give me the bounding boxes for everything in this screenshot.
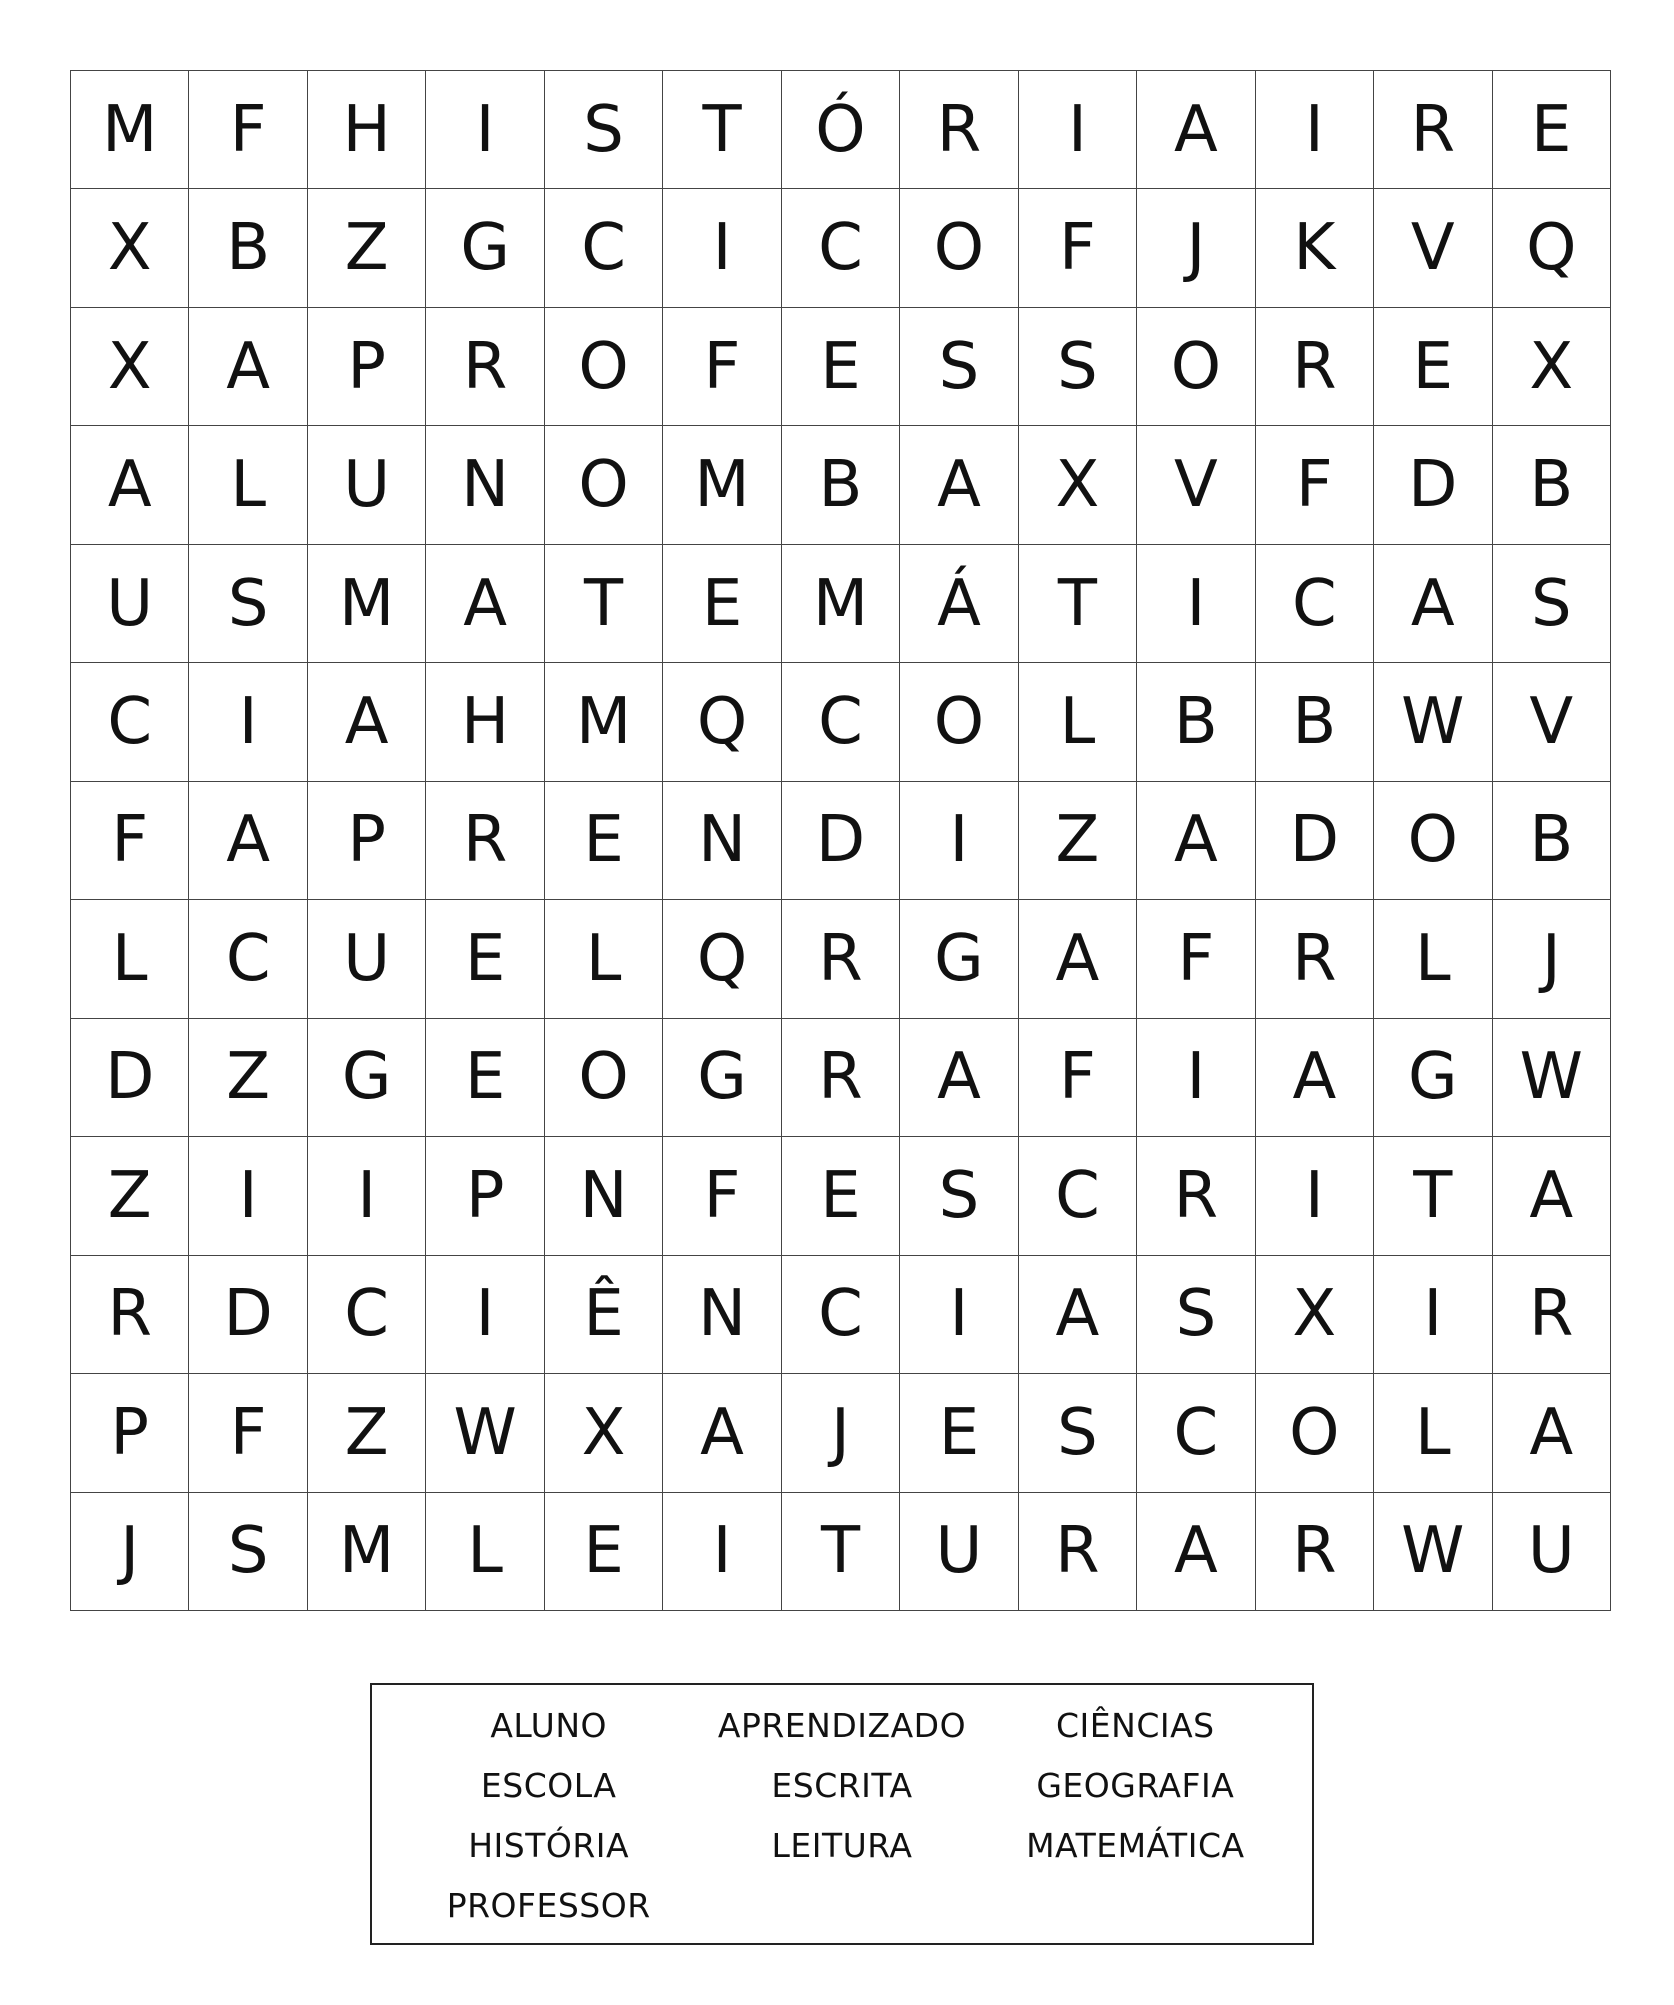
grid-cell[interactable]: O — [545, 1019, 663, 1137]
grid-cell[interactable]: D — [782, 782, 900, 900]
grid-cell[interactable]: P — [71, 1374, 189, 1492]
grid-cell[interactable]: X — [1256, 1256, 1374, 1374]
grid-cell[interactable]: S — [900, 1137, 1018, 1255]
grid-cell[interactable]: G — [900, 900, 1018, 1018]
grid-cell[interactable]: A — [308, 663, 426, 781]
grid-cell[interactable]: G — [426, 189, 544, 307]
grid-cell[interactable]: Á — [900, 545, 1018, 663]
grid-cell[interactable]: D — [1256, 782, 1374, 900]
grid-cell[interactable]: C — [782, 1256, 900, 1374]
grid-cell[interactable]: S — [1019, 308, 1137, 426]
grid-cell[interactable]: X — [545, 1374, 663, 1492]
grid-cell[interactable]: Z — [189, 1019, 307, 1137]
grid-cell[interactable]: B — [782, 426, 900, 544]
word-list-item: MATEMÁTICA — [1026, 1825, 1245, 1865]
grid-cell[interactable]: J — [71, 1493, 189, 1611]
word-search-grid — [70, 70, 1611, 1611]
grid-cell[interactable]: I — [900, 782, 1018, 900]
grid-cell[interactable]: A — [426, 545, 544, 663]
grid-cell[interactable]: C — [782, 663, 900, 781]
grid-cell[interactable]: F — [663, 308, 781, 426]
grid-cell[interactable]: A — [1374, 545, 1492, 663]
grid-cell[interactable]: A — [1256, 1019, 1374, 1137]
grid-cell[interactable]: O — [1374, 782, 1492, 900]
grid-cell[interactable]: O — [1256, 1374, 1374, 1492]
grid-cell[interactable]: V — [1493, 663, 1611, 781]
grid-cell[interactable]: S — [189, 1493, 307, 1611]
grid-cell[interactable]: O — [1137, 308, 1255, 426]
grid-cell[interactable]: J — [782, 1374, 900, 1492]
grid-cell[interactable]: E — [426, 900, 544, 1018]
grid-cell[interactable]: R — [426, 308, 544, 426]
grid-cell[interactable]: A — [1137, 71, 1255, 189]
grid-cell[interactable]: S — [189, 545, 307, 663]
grid-cell[interactable]: V — [1374, 189, 1492, 307]
grid-cell[interactable]: T — [1019, 545, 1137, 663]
grid-cell[interactable]: X — [71, 308, 189, 426]
grid-cell[interactable]: F — [71, 782, 189, 900]
grid-cell[interactable]: W — [1374, 1493, 1492, 1611]
grid-cell[interactable]: L — [545, 900, 663, 1018]
grid-cell[interactable]: T — [782, 1493, 900, 1611]
grid-cell[interactable]: Z — [308, 189, 426, 307]
grid-cell[interactable]: Z — [71, 1137, 189, 1255]
grid-cell[interactable]: U — [1493, 1493, 1611, 1611]
grid-cell[interactable]: G — [1374, 1019, 1492, 1137]
grid-cell[interactable]: X — [1493, 308, 1611, 426]
grid-cell[interactable]: A — [1019, 900, 1137, 1018]
grid-cell[interactable]: M — [71, 71, 189, 189]
grid-cell[interactable]: R — [71, 1256, 189, 1374]
grid-cell[interactable]: T — [1374, 1137, 1492, 1255]
grid-cell[interactable]: Q — [1493, 189, 1611, 307]
word-list-item: APRENDIZADO — [717, 1705, 967, 1745]
grid-cell[interactable]: F — [189, 1374, 307, 1492]
grid-cell[interactable]: L — [1374, 900, 1492, 1018]
grid-cell[interactable]: U — [308, 900, 426, 1018]
grid-cell[interactable]: C — [1256, 545, 1374, 663]
grid-cell[interactable]: L — [1374, 1374, 1492, 1492]
grid-cell[interactable]: A — [189, 308, 307, 426]
grid-cell[interactable]: F — [1256, 426, 1374, 544]
word-list-item: CIÊNCIAS — [1056, 1705, 1215, 1745]
grid-cell[interactable]: U — [308, 426, 426, 544]
grid-cell[interactable]: J — [1493, 900, 1611, 1018]
grid-cell[interactable]: R — [782, 900, 900, 1018]
grid-cell[interactable]: C — [1019, 1137, 1137, 1255]
grid-cell[interactable]: A — [1137, 1493, 1255, 1611]
grid-cell[interactable]: R — [1493, 1256, 1611, 1374]
grid-cell[interactable]: V — [1137, 426, 1255, 544]
grid-cell[interactable]: H — [426, 663, 544, 781]
word-list-item: PROFESSOR — [446, 1885, 651, 1925]
grid-cell[interactable]: D — [1374, 426, 1492, 544]
word-list-item: GEOGRAFIA — [1036, 1765, 1235, 1805]
grid-cell[interactable]: A — [71, 426, 189, 544]
grid-cell[interactable]: E — [545, 1493, 663, 1611]
grid-cell[interactable]: E — [1374, 308, 1492, 426]
grid-cell[interactable]: Q — [663, 663, 781, 781]
grid-cell[interactable]: M — [782, 545, 900, 663]
grid-cell[interactable]: M — [663, 426, 781, 544]
grid-cell[interactable]: S — [1137, 1256, 1255, 1374]
grid-cell[interactable]: O — [900, 189, 1018, 307]
grid-cell[interactable]: Ê — [545, 1256, 663, 1374]
grid-cell[interactable]: B — [189, 189, 307, 307]
grid-cell[interactable]: I — [1137, 1019, 1255, 1137]
word-list-item: HISTÓRIA — [468, 1825, 630, 1865]
grid-cell[interactable]: S — [1019, 1374, 1137, 1492]
grid-cell[interactable]: W — [1374, 663, 1492, 781]
grid-cell[interactable]: L — [426, 1493, 544, 1611]
grid-cell[interactable]: D — [71, 1019, 189, 1137]
grid-cell[interactable]: E — [426, 1019, 544, 1137]
word-list-item: ESCOLA — [480, 1765, 617, 1805]
grid-cell[interactable]: R — [1374, 71, 1492, 189]
grid-cell[interactable]: T — [545, 545, 663, 663]
grid-cell[interactable]: F — [1019, 1019, 1137, 1137]
grid-cell[interactable]: R — [1256, 900, 1374, 1018]
grid-cell[interactable]: I — [663, 1493, 781, 1611]
grid-cell[interactable]: B — [1137, 663, 1255, 781]
grid-cell[interactable]: K — [1256, 189, 1374, 307]
grid-cell[interactable]: E — [900, 1374, 1018, 1492]
grid-cell[interactable]: O — [545, 308, 663, 426]
grid-cell[interactable]: F — [663, 1137, 781, 1255]
grid-cell[interactable]: A — [1137, 782, 1255, 900]
grid-cell[interactable]: U — [71, 545, 189, 663]
grid-cell[interactable]: I — [1374, 1256, 1492, 1374]
grid-cell[interactable]: N — [545, 1137, 663, 1255]
grid-cell[interactable]: F — [1137, 900, 1255, 1018]
grid-cell[interactable]: C — [189, 900, 307, 1018]
grid-cell[interactable]: Ó — [782, 71, 900, 189]
grid-cell[interactable]: R — [1256, 308, 1374, 426]
grid-cell[interactable]: P — [308, 782, 426, 900]
grid-cell[interactable]: S — [545, 71, 663, 189]
grid-cell[interactable]: E — [545, 782, 663, 900]
grid-cell[interactable]: O — [545, 426, 663, 544]
grid-cell[interactable]: D — [189, 1256, 307, 1374]
grid-cell[interactable]: P — [308, 308, 426, 426]
grid-cell[interactable]: A — [1493, 1374, 1611, 1492]
grid-cell[interactable]: A — [663, 1374, 781, 1492]
grid-cell[interactable]: A — [900, 1019, 1018, 1137]
grid-cell[interactable]: H — [308, 71, 426, 189]
word-list-item: ESCRITA — [771, 1765, 913, 1805]
grid-cell[interactable]: A — [900, 426, 1018, 544]
grid-cell[interactable]: L — [71, 900, 189, 1018]
grid-cell[interactable]: N — [426, 426, 544, 544]
grid-cell[interactable]: B — [1493, 782, 1611, 900]
grid-cell[interactable]: M — [308, 545, 426, 663]
grid-cell[interactable]: Z — [308, 1374, 426, 1492]
grid-cell[interactable]: I — [189, 663, 307, 781]
grid-cell[interactable]: I — [426, 1256, 544, 1374]
grid-cell[interactable]: Z — [1019, 782, 1137, 900]
grid-cell[interactable]: R — [900, 71, 1018, 189]
grid-cell[interactable]: E — [1493, 71, 1611, 189]
grid-cell[interactable]: F — [1019, 189, 1137, 307]
grid-cell[interactable]: C — [782, 189, 900, 307]
grid-cell[interactable]: I — [1137, 545, 1255, 663]
grid-cell[interactable]: E — [782, 308, 900, 426]
grid-cell[interactable]: C — [308, 1256, 426, 1374]
grid-cell[interactable]: C — [71, 663, 189, 781]
grid-cell[interactable]: J — [1137, 189, 1255, 307]
grid-cell[interactable]: R — [782, 1019, 900, 1137]
grid-cell[interactable]: E — [663, 545, 781, 663]
grid-cell[interactable]: A — [1493, 1137, 1611, 1255]
grid-cell[interactable]: O — [900, 663, 1018, 781]
grid-cell[interactable]: L — [189, 426, 307, 544]
grid-cell[interactable]: I — [426, 71, 544, 189]
grid-cell[interactable]: E — [782, 1137, 900, 1255]
grid-cell[interactable]: M — [545, 663, 663, 781]
grid-cell[interactable]: I — [1256, 71, 1374, 189]
grid-cell[interactable]: C — [1137, 1374, 1255, 1492]
word-list-item: ALUNO — [490, 1705, 607, 1745]
grid-cell[interactable]: X — [1019, 426, 1137, 544]
word-list-box — [370, 1683, 1314, 1945]
grid-cell[interactable]: G — [663, 1019, 781, 1137]
grid-cell[interactable]: X — [71, 189, 189, 307]
grid-cell[interactable]: F — [189, 71, 307, 189]
grid-cell[interactable]: S — [1493, 545, 1611, 663]
grid-cell[interactable]: W — [1493, 1019, 1611, 1137]
grid-cell[interactable]: M — [308, 1493, 426, 1611]
grid-cell[interactable]: Q — [663, 900, 781, 1018]
grid-cell[interactable]: P — [426, 1137, 544, 1255]
grid-cell[interactable]: I — [1019, 71, 1137, 189]
grid-cell[interactable]: R — [426, 782, 544, 900]
grid-cell[interactable]: B — [1493, 426, 1611, 544]
grid-cell[interactable]: N — [663, 782, 781, 900]
grid-cell[interactable]: I — [308, 1137, 426, 1255]
grid-cell[interactable]: A — [1019, 1256, 1137, 1374]
grid-cell[interactable]: R — [1256, 1493, 1374, 1611]
grid-cell[interactable]: S — [900, 308, 1018, 426]
grid-cell[interactable]: B — [1256, 663, 1374, 781]
grid-cell[interactable]: I — [189, 1137, 307, 1255]
grid-cell[interactable]: T — [663, 71, 781, 189]
grid-cell[interactable]: L — [1019, 663, 1137, 781]
grid-cell[interactable]: I — [1256, 1137, 1374, 1255]
grid-cell[interactable]: G — [308, 1019, 426, 1137]
grid-cell[interactable]: W — [426, 1374, 544, 1492]
grid-cell[interactable]: I — [663, 189, 781, 307]
grid-cell[interactable]: U — [900, 1493, 1018, 1611]
word-list-item: LEITURA — [771, 1825, 913, 1865]
grid-cell[interactable]: I — [900, 1256, 1018, 1374]
grid-cell[interactable]: N — [663, 1256, 781, 1374]
grid-cell[interactable]: C — [545, 189, 663, 307]
grid-cell[interactable]: R — [1019, 1493, 1137, 1611]
grid-cell[interactable]: R — [1137, 1137, 1255, 1255]
grid-cell[interactable]: A — [189, 782, 307, 900]
